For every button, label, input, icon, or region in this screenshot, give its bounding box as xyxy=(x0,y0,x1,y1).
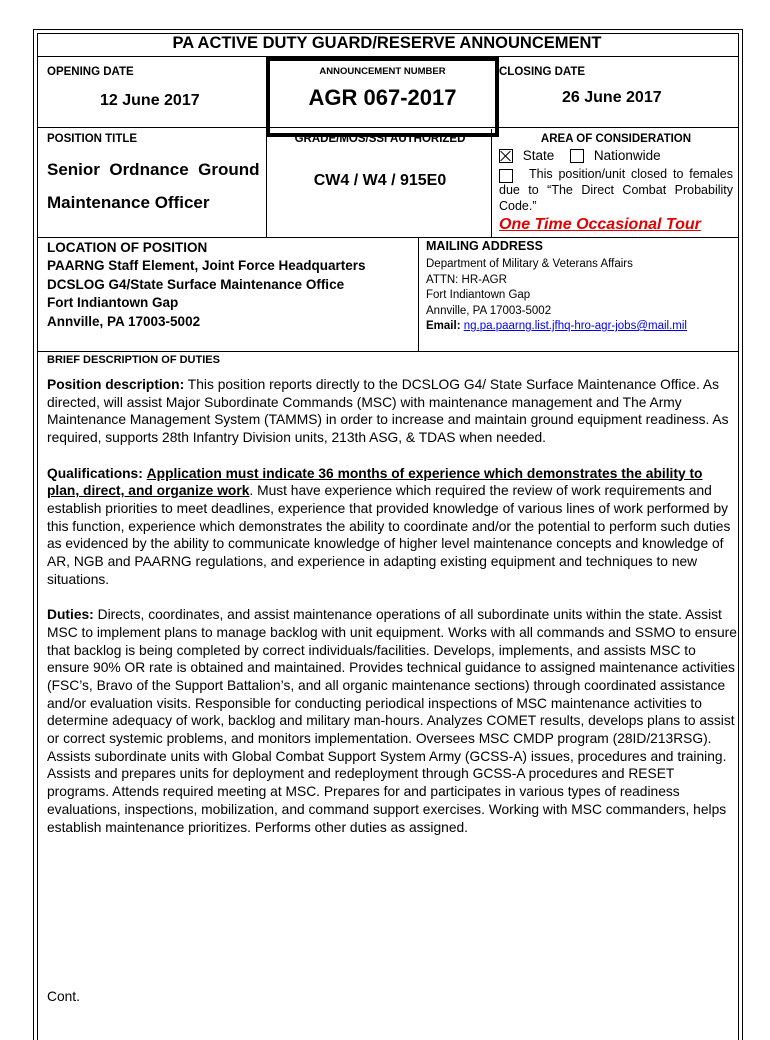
position-description-paragraph xyxy=(47,376,737,447)
nationwide-label: Nationwide xyxy=(593,148,661,163)
announcement-number-label: ANNOUNCEMENT NUMBER xyxy=(319,66,446,77)
tour-type: One Time Occasional Tour xyxy=(499,216,701,233)
area-state-row xyxy=(499,148,661,163)
position-title-line2: Maintenance Officer xyxy=(47,193,210,212)
nationwide-checkbox[interactable] xyxy=(570,149,584,163)
state-checkbox[interactable] xyxy=(499,149,513,163)
state-label: State xyxy=(522,148,555,163)
position-description-label: Position description: xyxy=(47,377,185,392)
mailing-email-row: Email: ng.pa.paarng.list.jfhq-hro-agr-jobs@mail.mil xyxy=(426,320,687,332)
closing-date-value: 26 June 2017 xyxy=(562,89,662,106)
position-title-label: POSITION TITLE xyxy=(47,133,138,145)
duties-label: Duties: xyxy=(47,607,94,623)
duties-text: Directs, coordinates, and assist maintenance operations of all subordinate units within the state. Assist MSC to implement plans to manage backlog with unit equipment. Works with all commands and SSMO to ensure that backlog is being completed by correct individuals/facilities. Develops, implements, and assists MSC to ensure 90% OR rate is obtained and maintained. Provides technical guidance to assigned maintenance activities (FSC’s, Bravo of the Support Battalion’s, and all organic maintenance sections) through coordinated assistance and/or evaluation visits. Responsible for conducting periodical inspections of MSC maintenance activities to determine adequacy of work, backlog and military man-hours. Analyzes COMET results, develops plans to assist or correct systemic problems, and monitors implementation. Oversees MSC CMDP program (28ID/213RSG). Assists subordinate units with Global Combat Support System Army (GCSS-A) issues, procedures and training. Assists and prepares units for deployment and redeployment through GCSS-A procedures and RESET programs. Attends required meeting at MSC. Prepares for and participates in various types of readiness evaluations, inspections, mobilization, and command support exercises. Working with MSC commanders, helps establish maintenance prioritizes. Performs other duties as assigned. xyxy=(47,607,737,835)
closing-date-label: CLOSING DATE xyxy=(499,66,586,78)
continued-marker: Cont. xyxy=(47,989,80,1004)
mailing-line: ATTN: HR-AGR xyxy=(426,273,507,286)
location-label: LOCATION OF POSITION xyxy=(47,240,208,255)
duties-body xyxy=(47,376,737,836)
location-line: DCSLOG G4/State Surface Maintenance Office xyxy=(47,276,345,292)
email-label: Email xyxy=(426,320,457,332)
mailing-line: Department of Military & Veterans Affairs xyxy=(426,258,633,270)
position-title-line1: Senior Ordnance Ground xyxy=(47,160,260,179)
location-line: PAARNG Staff Element, Joint Force Headquarters xyxy=(47,258,366,273)
mailing-line: Annville, PA 17003-5002 xyxy=(426,304,552,317)
rule-location-divider xyxy=(418,237,419,351)
page-title: PA ACTIVE DUTY GUARD/RESERVE ANNOUNCEMENT xyxy=(172,34,602,52)
mailing-line: Fort Indiantown Gap xyxy=(426,289,531,301)
location-line: Annville, PA 17003-5002 xyxy=(47,313,201,329)
restriction-text: This position/unit closed to females due to “The Direct Combat Probability Code.” xyxy=(499,167,733,213)
opening-date-value: 12 June 2017 xyxy=(100,92,200,109)
opening-date-label: OPENING DATE xyxy=(47,66,134,78)
area-of-consideration-label: AREA OF CONSIDERATION xyxy=(540,133,692,145)
qualifications-text: . Must have experience which required the review of work requirements and establish priorities to meet deadlines, experience that provided knowledge of various lines of work performed by this function, experience which demonstrates the ability to coordinate and/or the potential to perform such duties as evidenced by the ability to communicate knowledge of higher level maintenance concepts and knowledge of AR, NGB and PAARNG regulations, and experience in adapting existing equipment and techniques to new situations. xyxy=(47,483,731,587)
announcement-number-value: AGR 067-2017 xyxy=(308,85,457,110)
qualifications-label: Qualifications: xyxy=(47,465,143,481)
location-line: Fort Indiantown Gap xyxy=(47,295,179,310)
duties-section-label: BRIEF DESCRIPTION OF DUTIES xyxy=(47,354,220,366)
email-link[interactable]: ng.pa.paarng.list.jfhq-hro-agr-jobs@mail.mil xyxy=(463,320,687,332)
position-description-text: This position reports directly to the DCSLOG G4/ State Surface Maintenance Office. As directed, will assist Major Subordinate Commands (MSC) with maintenance management and The Army Maintenance Management System (TAMMS) in order to increase and maintain ground equipment readiness. As required, supports 28th Infantry Division units, 213th ASG, & TDAS when needed. xyxy=(47,377,729,446)
mailing-address-label: MAILING ADDRESS xyxy=(426,239,543,253)
grade-value: CW4 / W4 / 915E0 xyxy=(313,172,447,189)
grade-label: GRADE/MOS/SSI AUTHORIZED xyxy=(294,133,466,145)
qualifications-requirement: Application must indicate 36 months of experience which demonstrates the ability to plan, direct, and organize work xyxy=(47,465,703,499)
qualifications-paragraph xyxy=(47,465,737,589)
rule-under-position xyxy=(37,237,738,238)
rule-under-location xyxy=(37,351,738,352)
duties-paragraph xyxy=(47,606,737,836)
